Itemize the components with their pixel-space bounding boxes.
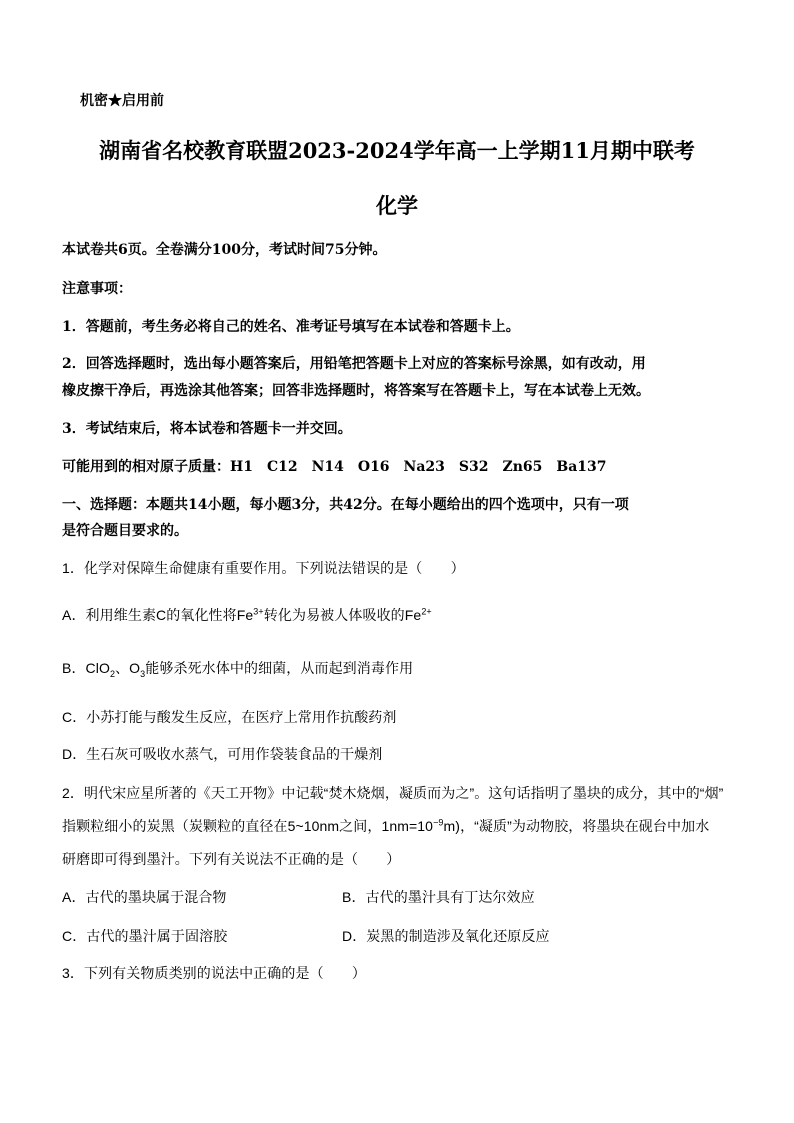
section-1-heading-line-2: 是符合题目要求的。	[62, 523, 188, 539]
question-2-stem-line-1: 2．明代宋应星所著的《天工开物》中记载“焚木烧烟，凝质而为之”。这句话指明了墨块的成分，其中的“烟”	[62, 785, 724, 801]
note-2-line-1: 2．回答选择题时，选出每小题答案后，用铅笔把答题卡上对应的答案标号涂黑，如有改动，用	[62, 356, 646, 372]
question-2-stem-line-2: 指颗粒细小的炭黑（炭颗粒的直径在5~10nm之间，$1nm=10^{-9}m$)，“凝质”为动物胶，将墨块在砚台中加水	[62, 817, 710, 834]
exam-title: 湖南省名校教育联盟2023-2024学年高一上学期11月期中联考	[99, 138, 695, 163]
exam-summary: 本试卷共6页。全卷满分100分，考试时间75分钟。	[62, 242, 387, 258]
question-2-stem-line-3: 研磨即可得到墨汁。下列有关说法不正确的是（ ）	[62, 851, 401, 867]
question-1-option-b: B．ClO$_2$、$O_3$能够杀死水体中的细菌，从而起到消毒作用	[62, 660, 414, 679]
question-2-option-b: B．古代的墨汁具有丁达尔效应	[342, 889, 535, 905]
question-2-option-a: A．古代的墨块属于混合物	[62, 889, 227, 905]
question-3-stem: 3．下列有关物质类别的说法中正确的是（ ）	[62, 965, 366, 981]
question-1-option-d: D．生石灰可吸收水蒸气，可用作袋装食品的干燥剂	[62, 746, 383, 762]
note-2-line-2: 橡皮擦干净后，再选涂其他答案；回答非选择题时，将答案写在答题卡上，写在本试卷上无效。	[62, 383, 650, 399]
note-1: 1．答题前，考生务必将自己的姓名、准考证号填写在本试卷和答题卡上。	[62, 319, 520, 335]
subject-title: 化学	[376, 193, 418, 218]
secret-label: 机密★启用前	[80, 93, 164, 109]
atomic-masses: 可能用到的相对原子质量：H1 C12 N14 O16 Na23 S32 Zn65 Ba137	[62, 459, 607, 475]
section-1-heading-line-1: 一、选择题：本题共14小题，每小题3分，共42分。在每小题给出的四个选项中，只有一项	[62, 497, 629, 513]
question-1-stem: 1．化学对保障生命健康有重要作用。下列说法错误的是（ ）	[62, 560, 465, 576]
notes-heading: 注意事项：	[62, 281, 132, 297]
question-1-option-a: A．利用维生素C的氧化性将$Fe^{3+}$转化为易被人体吸收的$Fe^{2+}$	[62, 606, 432, 623]
question-2-option-d: D．炭黑的制造涉及氧化还原反应	[342, 928, 550, 944]
question-2-option-c: C．古代的墨汁属于固溶胶	[62, 928, 228, 944]
note-3: 3．考试结束后，将本试卷和答题卡一并交回。	[62, 421, 352, 437]
question-1-option-c: C．小苏打能与酸发生反应，在医疗上常用作抗酸药剂	[62, 709, 397, 725]
